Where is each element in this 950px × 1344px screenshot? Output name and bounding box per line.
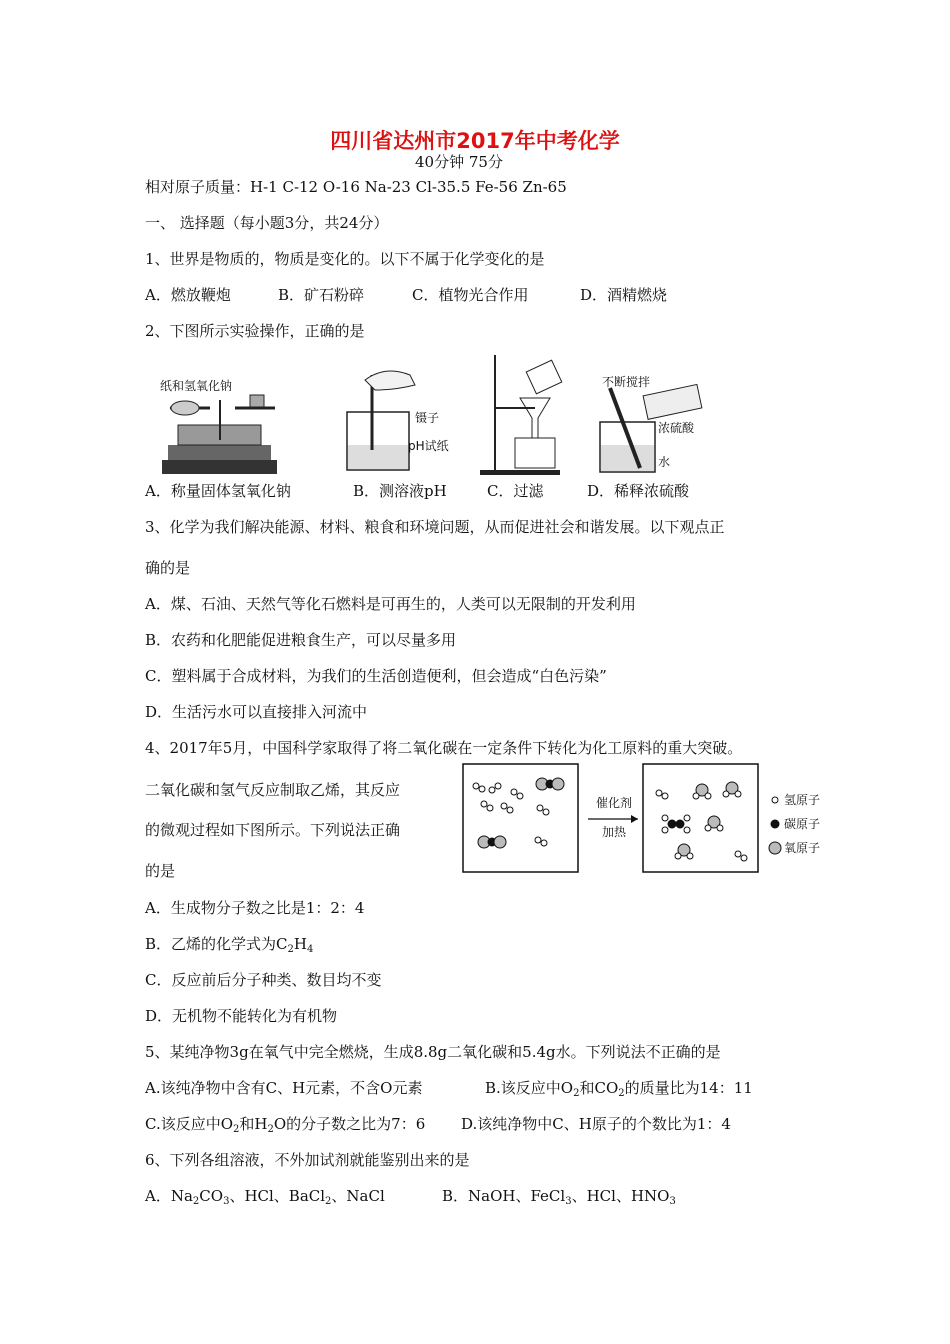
q3-stem-line2: 确的是 (145, 559, 191, 577)
q1-option-a: A．燃放鞭炮 (145, 286, 231, 304)
q6-stem: 6、下列各组溶液，不外加试剂就能鉴别出来的是 (145, 1151, 470, 1169)
q2-option-a: A．称量固体氢氧化钠 (145, 482, 291, 500)
q6-option-b: B．NaOH、FeCl$_3$、HCl、$HNO_3$ (442, 1187, 676, 1207)
water-label: 水 (658, 455, 671, 469)
q4-option-c: C．反应前后分子种类、数目均不变 (145, 971, 382, 989)
legend-hydrogen: 氢原子 (784, 793, 821, 807)
legend-carbon: 碳原子 (784, 817, 821, 831)
filtration-illustration (480, 355, 562, 475)
tweezers-label: 镊子 (415, 411, 440, 425)
section-heading: 一、 选择题（每小题3分，共24分） (145, 214, 389, 232)
reactant-molecules (473, 778, 564, 848)
atomic-mass-line: 相对原子质量：H-1 C-12 O-16 Na-23 Cl-35.5 Fe-56 Zn-65 (145, 178, 567, 196)
q4-stem-line1: 4、2017年5月，中国科学家取得了将二氧化碳在一定条件下转化为化工原料的重大突破。 (145, 739, 743, 757)
q5-option-a: A.该纯净物中含有C、H元素，不含O元素 (145, 1079, 423, 1097)
page-title: 四川省达州市2017年中考化学 (330, 129, 620, 153)
q2-figure (150, 350, 710, 480)
balance-illustration (160, 378, 277, 474)
q4-stem-line3: 的微观过程如下图所示。下列说法正确 (145, 821, 401, 839)
carbon-legend-icon (771, 820, 780, 829)
q4-stem-line4: 的是 (145, 862, 176, 880)
q3-stem-line1: 3、化学为我们解决能源、材料、粮食和环境问题，从而促进社会和谐发展。以下观点正 (145, 518, 725, 536)
stir-label: 不断搅拌 (602, 375, 651, 389)
q4-reaction-figure (462, 762, 832, 874)
catalyst-label: 催化剂 (596, 796, 633, 810)
atom-legend (769, 793, 820, 855)
acid-label: 浓硫酸 (658, 421, 695, 435)
q4-option-b: B．乙烯的化学式为$C_2H_4$ (145, 935, 314, 955)
q2-option-b: B．测溶液pH (353, 482, 447, 500)
q1-option-b: B．矿石粉碎 (278, 286, 365, 304)
q5-stem: 5、某纯净物3g在氧气中完全燃烧，生成8.8g二氧化碳和5.4g水。下列说法不正确的是 (145, 1043, 721, 1061)
q2-option-c: C．过滤 (487, 482, 544, 500)
q4-stem-line2: 二氧化碳和氢气反应制取乙烯，其反应 (145, 781, 401, 799)
q5-option-d: D.该纯净物中C、H原子的个数比为1：4 (461, 1115, 731, 1133)
ph-paper-label: pH试纸 (408, 439, 449, 453)
q5-option-c: C.该反应中$O_2$和$H_2O$的分子数之比为7：6 (145, 1115, 426, 1135)
q2-option-d: D．稀释浓硫酸 (587, 482, 690, 500)
q3-option-b: B．农药和化肥能促进粮食生产，可以尽量多用 (145, 631, 457, 649)
ph-test-illustration (347, 371, 449, 470)
heat-label: 加热 (602, 825, 627, 839)
dilution-illustration (600, 374, 702, 472)
legend-oxygen: 氧原子 (784, 841, 821, 855)
oxygen-legend-icon (769, 842, 781, 854)
exam-info: 40分钟 75分 (415, 153, 503, 171)
q5-option-b: B.该反应中$O_2$和$CO_2$的质量比为14：11 (485, 1079, 753, 1099)
q4-option-d: D．无机物不能转化为有机物 (145, 1007, 338, 1025)
q3-option-c: C．塑料属于合成材料，为我们的生活创造便利，但会造成“白色污染” (145, 667, 607, 685)
product-molecules (656, 782, 747, 861)
q6-option-a: A．$Na_2CO_3$、HCl、BaCl$_2$、NaCl (145, 1187, 385, 1207)
q3-option-a: A．煤、石油、天然气等化石燃料是可再生的，人类可以无限制的开发利用 (145, 595, 636, 613)
balance-label: 纸和氢氧化钠 (160, 379, 233, 393)
q4-option-a: A．生成物分子数之比是1：2：4 (145, 899, 365, 917)
q2-stem: 2、下图所示实验操作，正确的是 (145, 322, 365, 340)
q1-option-d: D．酒精燃烧 (580, 286, 668, 304)
q3-option-d: D．生活污水可以直接排入河流中 (145, 703, 368, 721)
hydrogen-legend-icon (772, 797, 778, 803)
q1-stem: 1、世界是物质的，物质是变化的。以下不属于化学变化的是 (145, 250, 545, 268)
q1-option-c: C．植物光合作用 (412, 286, 529, 304)
